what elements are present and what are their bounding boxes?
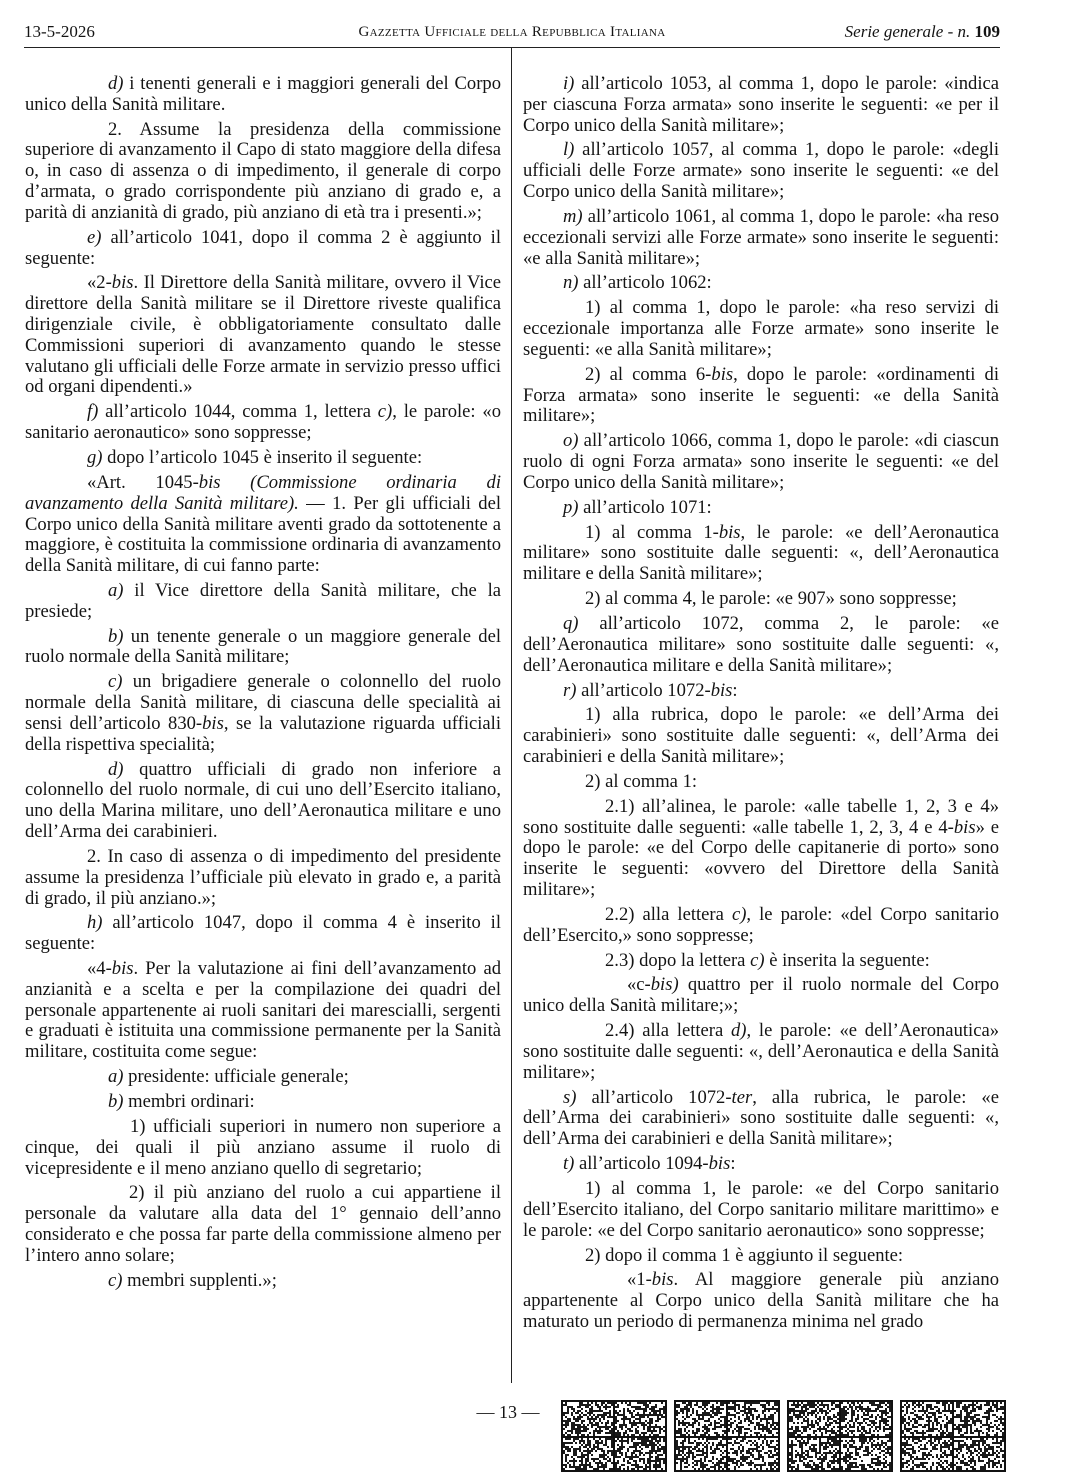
paragraph-text: un brigadiere generale o colonnello del ruolo normale della Sanità militare, di ciascuna delle specialità ai sensi dell’articolo 830- [25,671,501,734]
paragraph-text: all’articolo 1072- [576,679,711,701]
paragraph-text: all’articolo 1072, comma 2, le parole: «e dell’Aeronautica militare» sono sostituite dalle seguenti: «, dell’Aeronautica militare e della Sanità militare»; [523,613,999,676]
left-text-column [25,74,501,1296]
paragraph-text: , le parole: «o sanitario aeronautico» sono soppresse; [25,401,501,444]
paragraph-r6 [523,365,999,427]
paragraph-text: , dopo le parole: «ordinamenti di Forza armata» sono inserite le seguenti: «e della Sanità militare»; [523,363,999,427]
paragraph-italic-text: bis [651,1269,674,1291]
paragraph-l15 [25,1067,501,1088]
paragraph-r9 [523,523,999,585]
paragraph-text: «2- [87,272,112,294]
paragraph-r17 [523,951,999,972]
datamatrix-barcode-icon [674,1400,780,1472]
paragraph-italic-text: bis [111,958,134,980]
paragraph-italic-text: i) [563,73,575,94]
paragraph-italic-text: bis [111,272,134,294]
paragraph-r23 [523,1246,999,1267]
paragraph-text: all’articolo 1053, al comma 1, dopo le parole: «indica per ciascuna Forza armata» sono inserite le seguenti: «e per il Corpo unico della Sanità militare»; [523,73,999,136]
paragraph-italic-text: bis) [650,974,679,996]
series-label: Serie generale - n. [844,22,971,41]
paragraph-italic-text: bis [711,363,734,385]
paragraph-italic-text: bis [718,521,741,543]
paragraph-l10 [25,672,501,755]
paragraph-r4 [523,273,999,294]
paragraph-text: : [732,679,738,701]
paragraph-r8 [523,498,999,519]
page-number: — 13 — [476,1402,540,1422]
paragraph-text: all’articolo 1094- [574,1153,709,1175]
paragraph-l11 [25,760,501,843]
issue-number: 109 [974,22,1000,41]
paragraph-l6 [25,448,501,469]
paragraph-italic-text: e) [87,226,102,248]
paragraph-r5 [523,298,999,360]
paragraph-italic-text: d) [108,758,124,780]
paragraph-italic-text: bis [708,1153,731,1175]
paragraph-italic-text: q) [563,613,579,635]
paragraph-text: il Vice direttore della Sanità militare, che la presiede; [25,579,501,622]
paragraph-text: 2) al comma 1: [585,770,698,792]
paragraph-text: , alla rubrica, le parole: «e dell’Arma dei carabinieri» sono sostituite dalle seguenti: «, dell’Arma dei carabinieri e della Sanità militare»; [523,1086,999,1150]
paragraph-r18 [523,975,999,1017]
paragraph-text: 1) al comma 1, dopo le parole: «ha reso servizi di eccezionale importanza alle Forze armate» sono inserite le seguenti: «e alla Sanità militare»; [523,297,999,360]
page-footer [0,1400,1080,1476]
paragraph-italic-text: l) [563,139,575,161]
paragraph-text: 2.3) dopo la lettera [605,949,751,971]
paragraph-text: i tenenti generali e i maggiori generali del Corpo unico della Sanità militare. [25,73,501,115]
paragraph-l17 [25,1117,501,1179]
paragraph-l1 [25,74,501,116]
paragraph-italic-text: c) [731,903,747,925]
datamatrix-barcode-icon [561,1400,667,1472]
paragraph-text: 2.2) alla lettera [605,903,732,925]
paragraph-text: : [730,1153,736,1175]
paragraph-r19 [523,1021,999,1083]
paragraph-r7 [523,431,999,493]
paragraph-italic-text: d) [108,73,124,94]
paragraph-r15 [523,797,999,901]
paragraph-italic-text: r) [563,679,577,701]
paragraph-text: «4- [87,958,112,980]
datamatrix-barcode-icon [787,1400,893,1472]
paragraph-text: » e dopo le parole: «e del Corpo delle capitanerie di porto» sono inserite le seguenti: «ovvero del Direttore della Sanità militare»; [523,816,999,900]
paragraph-italic-text: c) [108,671,123,693]
paragraph-text: 1) al comma 1- [585,521,719,543]
paragraph-text: dopo l’articolo 1045 è inserito il seguente: [102,447,423,469]
paragraph-r22 [523,1179,999,1241]
paragraph-text: , le parole: «e dell’Aeronautica militare» sono sostituite dalle seguenti: «, dell’Aeronautica militare e della Sanità militare»; [523,521,999,585]
paragraph-italic-text: d) [731,1020,747,1042]
paragraph-italic-text: bis [953,816,976,838]
paragraph-text: 1) alla rubrica, dopo le parole: «e dell’Arma dei carabinieri» sono sostituite dalle seguenti: «, dell’Arma dei carabinieri e della Sanità militare»; [523,704,999,768]
paragraph-l19 [25,1271,501,1292]
paragraph-r13 [523,705,999,767]
paragraph-italic-text: c) [750,949,765,971]
paragraph-text: 2. In caso di assenza o di impedimento del presidente assume la presidenza l’ufficiale più elevato in grado e, a parità di grado, il più anziano.»; [25,845,501,909]
paragraph-italic-text: c) [108,1269,123,1291]
paragraph-l8 [25,581,501,623]
page-header [24,18,1000,46]
paragraph-text: 2) dopo il comma 1 è aggiunto il seguente: [585,1244,904,1266]
paragraph-text: 2.4) alla lettera [605,1020,731,1042]
paragraph-r1 [523,74,999,136]
paragraph-text: . Il Direttore della Sanità militare, ovvero il Vice direttore della Sanità militare se il Direttore riveste qualifica dirigenziale civile, è obbligatoriamente consultato dalle Commissioni superiori di avanzamento quando le stesse valutano gli ufficiali delle Forze armate in servizio presso uffici od organi dipendenti.» [25,272,501,398]
paragraph-italic-text: a) [108,1066,124,1088]
paragraph-text: all’articolo 1071: [578,496,712,518]
paragraph-italic-text: b) [108,625,124,647]
header-divider [24,47,1000,48]
paragraph-italic-text: bis (Commissione ordinaria di avanzamento della Sanità militare). [25,471,501,514]
paragraph-italic-text: ter [731,1086,753,1108]
paragraph-italic-text: n) [563,272,579,294]
publication-title-text: Gazzetta Ufficiale della Repubblica Italiana [358,24,666,40]
paragraph-r10 [523,589,999,610]
paragraph-text: , le parole: «del Corpo sanitario dell’Esercito,» sono soppresse; [523,903,999,946]
paragraph-italic-text: o) [563,430,579,452]
paragraph-text: membri supplenti.»; [122,1269,277,1291]
paragraph-text: all’articolo 1057, al comma 1, dopo le parole: «degli ufficiali delle Forze armate» sono inserite le seguenti: «e del Corpo unico della Sanità militare»; [523,139,999,203]
paragraph-r3 [523,207,999,269]
paragraph-r14 [523,772,999,793]
paragraph-italic-text: bis [202,712,224,734]
paragraph-text: 2.1) all’alinea, le parole: «alle tabelle 1, 2, 3 e 4» sono sostituite dalle seguenti: «alle tabelle 1, 2, 3, 4 e 4- [523,795,999,838]
paragraph-text: quattro ufficiali di grado non inferiore a colonnello del ruolo normale, di cui uno dell’Esercito italiano, uno della Marina militare, uno dell’Aeronautica militare e uno dell’Arma dei carabinieri. [25,758,501,843]
paragraph-text: , le parole: «e dell’Aeronautica» sono sostituite dalle seguenti: «, dell’Aeronautica e della Sanità militare»; [523,1020,999,1083]
paragraph-italic-text: g) [87,447,103,469]
paragraph-l13 [25,913,501,955]
paragraph-l16 [25,1092,501,1113]
paragraph-l7 [25,473,501,577]
paragraph-text: — 1. Per gli ufficiali del Corpo unico della Sanità militare aventi grado da sottotenente a maggiore, è costituita la commissione ordinaria di avanzamento della Sanità militare, di cui fanno parte: [25,492,502,577]
paragraph-text: . Per la valutazione ai fini dell’avanzamento ad anzianità e a scelta e per la compilazione dei quadri del personale appartenente ai ruoli sanitari dei marescialli, sergenti e graduati è istituita una commissione permanente per la Sanità militare, costituita come segue: [25,958,501,1063]
paragraph-r16 [523,905,999,947]
paragraph-text: 1) ufficiali superiori in numero non superiore a cinque, dei quali il più anziano assume il ruolo di vicepresidente e il meno anziano quello di segretario; [25,1115,501,1179]
paragraph-italic-text: t) [563,1153,575,1175]
paragraph-l5 [25,402,501,444]
paragraph-l2 [25,120,501,224]
paragraph-r11 [523,614,999,676]
paragraph-l12 [25,847,501,909]
paragraph-text: 2. Assume la presidenza della commissione superiore di avanzamento il Capo di stato maggiore della difesa o, in caso di assenza o di impedimento, il generale di corpo d’armata, o grado corrispondente più anziano di grado e, a parità di anzianità di grado, più anziano di età tra i presenti.»; [25,118,501,223]
paragraph-text: all’articolo 1062: [578,272,712,294]
paragraph-text: all’articolo 1072- [576,1086,732,1108]
paragraph-text: membri ordinari: [123,1091,255,1113]
paragraph-italic-text: s) [563,1086,577,1108]
paragraph-text: 2) al comma 6- [585,363,712,385]
paragraph-r20 [523,1088,999,1150]
paragraph-text: «c- [627,974,651,996]
paragraph-text: quattro per il ruolo normale del Corpo unico della Sanità militare;»; [523,974,999,1017]
paragraph-text: è inserita la seguente: [764,949,930,971]
paragraph-text: 2) il più anziano del ruolo a cui appartiene il personale da valutare alla data del 1° gennaio dell’anno considerato e che possa far parte della commissione almeno per l’intero anno solare; [25,1182,501,1266]
paragraph-r2 [523,140,999,202]
paragraph-l18 [25,1183,501,1266]
paragraph-italic-text: p) [563,496,579,518]
paragraph-italic-text: m) [563,205,583,227]
paragraph-italic-text: f) [87,401,99,423]
paragraph-text: all’articolo 1066, comma 1, dopo le parole: «di ciascun ruolo di ogni Forza armata» sono inserite le seguenti: «e del Corpo unico della Sanità militare»; [523,430,999,493]
right-text-column [523,74,999,1337]
paragraph-text: . Al maggiore generale più anziano appartenente al Corpo unico della Sanità militare che ha maturato un periodo di permanenza minima nel grado [523,1269,999,1332]
paragraph-italic-text: h) [87,912,103,934]
datamatrix-barcode-icon [900,1400,1006,1472]
paragraph-r24 [523,1270,999,1332]
paragraph-l4 [25,273,501,398]
paragraph-l9 [25,627,501,669]
paragraph-text: all’articolo 1047, dopo il comma 4 è inserito il seguente: [25,912,501,955]
paragraph-r12 [523,681,999,702]
paragraph-italic-text: b) [108,1091,124,1113]
paragraph-text: all’articolo 1041, dopo il comma 2 è aggiunto il seguente: [25,226,501,269]
paragraph-r21 [523,1154,999,1175]
series-info [845,18,1000,46]
paragraph-text: un tenente generale o un maggiore generale del ruolo normale della Sanità militare; [25,625,501,668]
paragraph-text: all’articolo 1044, comma 1, lettera [98,401,378,423]
paragraph-text: 1) al comma 1, le parole: «e del Corpo sanitario dell’Esercito italiano, del Corpo sanitario militare marittimo» e le parole: «e del Corpo sanitario aeronautico» sono soppresse; [523,1178,999,1241]
column-divider [511,48,512,1383]
paragraph-text: 2) al comma 4, le parole: «e 907» sono soppresse; [585,588,957,610]
paragraph-l3 [25,228,501,270]
paragraph-italic-text: a) [108,579,124,601]
paragraph-italic-text: bis [710,679,733,701]
paragraph-text: presidente: ufficiale generale; [123,1066,349,1088]
paragraph-text: «1- [627,1269,652,1291]
paragraph-text: , se la valutazione riguarda ufficiali della rispettiva specialità; [25,712,501,755]
paragraph-text: all’articolo 1061, al comma 1, dopo le parole: «ha reso eccezionali servizi alle Forze armate» sono inserite le seguenti: «e alla Sanità militare»; [523,205,999,269]
paragraph-text: «Art. 1045- [87,471,199,493]
paragraph-italic-text: c) [377,401,393,423]
issue-date: 13-5-2026 [24,22,95,41]
paragraph-l14 [25,959,501,1063]
